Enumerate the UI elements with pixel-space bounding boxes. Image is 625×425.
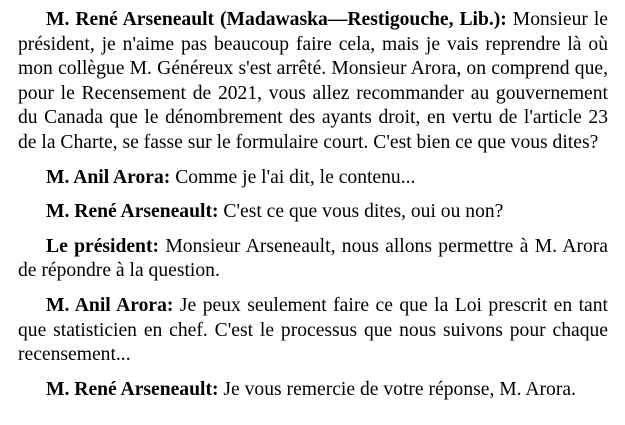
speaker-name: M. René Arseneault (Madawaska—Restigouche, Lib.): [46,9,507,30]
transcript-paragraph-4 [18,235,608,284]
transcript-page [18,8,608,402]
transcript-paragraph-3 [18,200,608,225]
speaker-name: M. Anil Arora: [46,166,171,188]
transcript-paragraph-6 [18,378,608,403]
speaker-name: Le président: [46,235,159,257]
transcript-paragraph-2 [18,166,608,191]
speaker-name: M. Anil Arora: [46,294,174,316]
speech-text: Comme je l'ai dit, le contenu... [175,166,416,188]
speech-text: Monsieur le président, je n'aime pas beaucoup faire cela, mais je vais reprendre là où mon collègue M. Généreux s'est arrêté. Monsieur Arora, on comprend que, pour le Recensement de 2021, vous allez recommander au gouvernement du Canada que le dénombrement des ayants droit, en vertu de l'article 23 de la Charte, se fasse sur le formulaire court. C'est bien ce que vous dites? [18,9,608,153]
speech-text: Monsieur Arseneault, nous allons permettre à M. Arora de répondre à la question. [18,235,608,282]
transcript-paragraph-1 [18,8,608,156]
speaker-name: M. René Arseneault: [46,201,219,223]
speech-text: C'est ce que vous dites, oui ou non? [223,201,504,223]
transcript-paragraph-5 [18,294,608,368]
speech-text: Je peux seulement faire ce que la Loi prescrit en tant que statisticien en chef. C'est le processus que nous suivons pour chaque recensement... [18,294,608,366]
speech-text: Je vous remercie de votre réponse, M. Arora. [223,378,576,400]
speaker-name: M. René Arseneault: [46,378,219,400]
